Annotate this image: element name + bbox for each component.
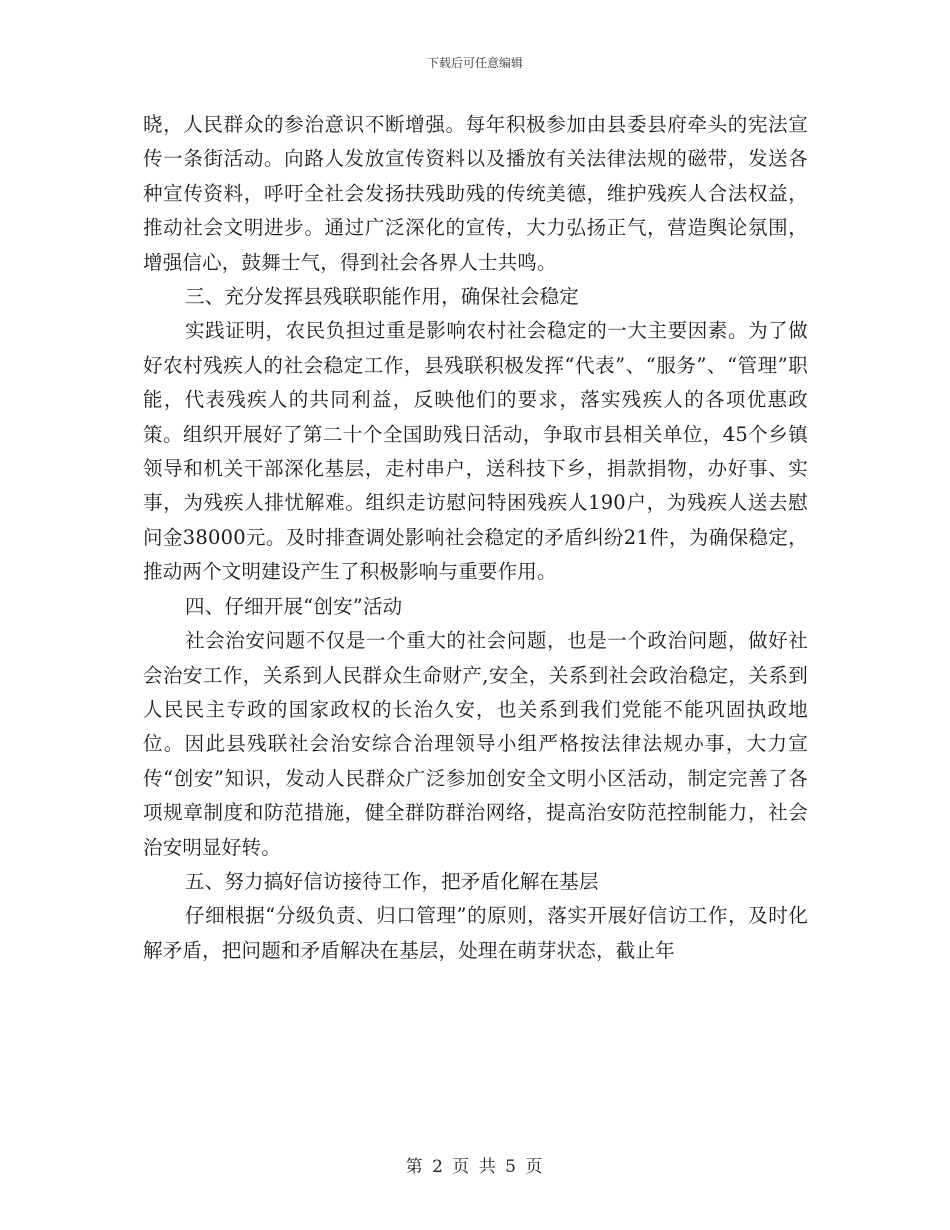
paragraph-promotion-continued: 晓，人民群众的参治意识不断增强。每年积极参加由县委县府牵头的宪法宣传一条街活动。向路人发放宣传资料以及播放有关法律法规的磁带，发送各种宣传资料，呼吁全社会发扬扶残助残的传统美德，维护残疾人合法权益，推动社会文明进步。通过广泛深化的宣传，大力弘扬正气，营造舆论氛围，增强信心，鼓舞士气，得到社会各界人士共鸣。 — [143, 113, 808, 274]
page-header-note: 下载后可任意编辑 — [426, 56, 523, 70]
page-number: 第 2 页 共 5 页 — [405, 1157, 545, 1177]
paragraph-petition-work: 仔细根据“分级负责、归口管理”的原则，落实开展好信访工作，及时化解矛盾，把问题和矛盾解决在基层，处理在萌芽状态，截止年 — [143, 904, 808, 962]
section-heading-5: 五、努力搞好信访接待工作，把矛盾化解在基层 — [185, 869, 599, 893]
section-heading-4: 四、仔细开展“创安”活动 — [185, 594, 403, 618]
document-body — [143, 108, 808, 968]
paragraph-social-stability: 实践证明，农民负担过重是影响农村社会稳定的一大主要因素。为了做好农村残疾人的社会稳定工作，县残联积极发挥“代表”、“服务”、“管理”职能，代表残疾人的共同利益，反映他们的要求，落实残疾人的各项优惠政策。组织开展好了第二十个全国助残日活动，争取市县相关单位，45个乡镇领导和机关干部深化基层，走村串户，送科技下乡，捐款捐物，办好事、实事，为残疾人排忧解难。组织走访慰问特困残疾人190户，为残疾人送去慰问金38000元。及时排查调处影响社会稳定的矛盾纠纷21件，为确保稳定，推动两个文明建设产生了积极影响与重要作用。 — [143, 319, 808, 584]
section-heading-3: 三、充分发挥县残联职能作用，确保社会稳定 — [185, 285, 580, 309]
paragraph-public-security: 社会治安问题不仅是一个重大的社会问题，也是一个政治问题，做好社会治安工作，关系到人民群众生命财产,安全，关系到社会政治稳定，关系到人民民主专政的国家政权的长治久安，也关系到我们党能不能巩固执政地位。因此县残联社会治安综合治理领导小组严格按法律法规办事，大力宣传“创安”知识，发动人民群众广泛参加创安全文明小区活动，制定完善了各项规章制度和防范措施，健全群防群治网络，提高治安防范控制能力，社会治安明显好转。 — [143, 629, 808, 859]
